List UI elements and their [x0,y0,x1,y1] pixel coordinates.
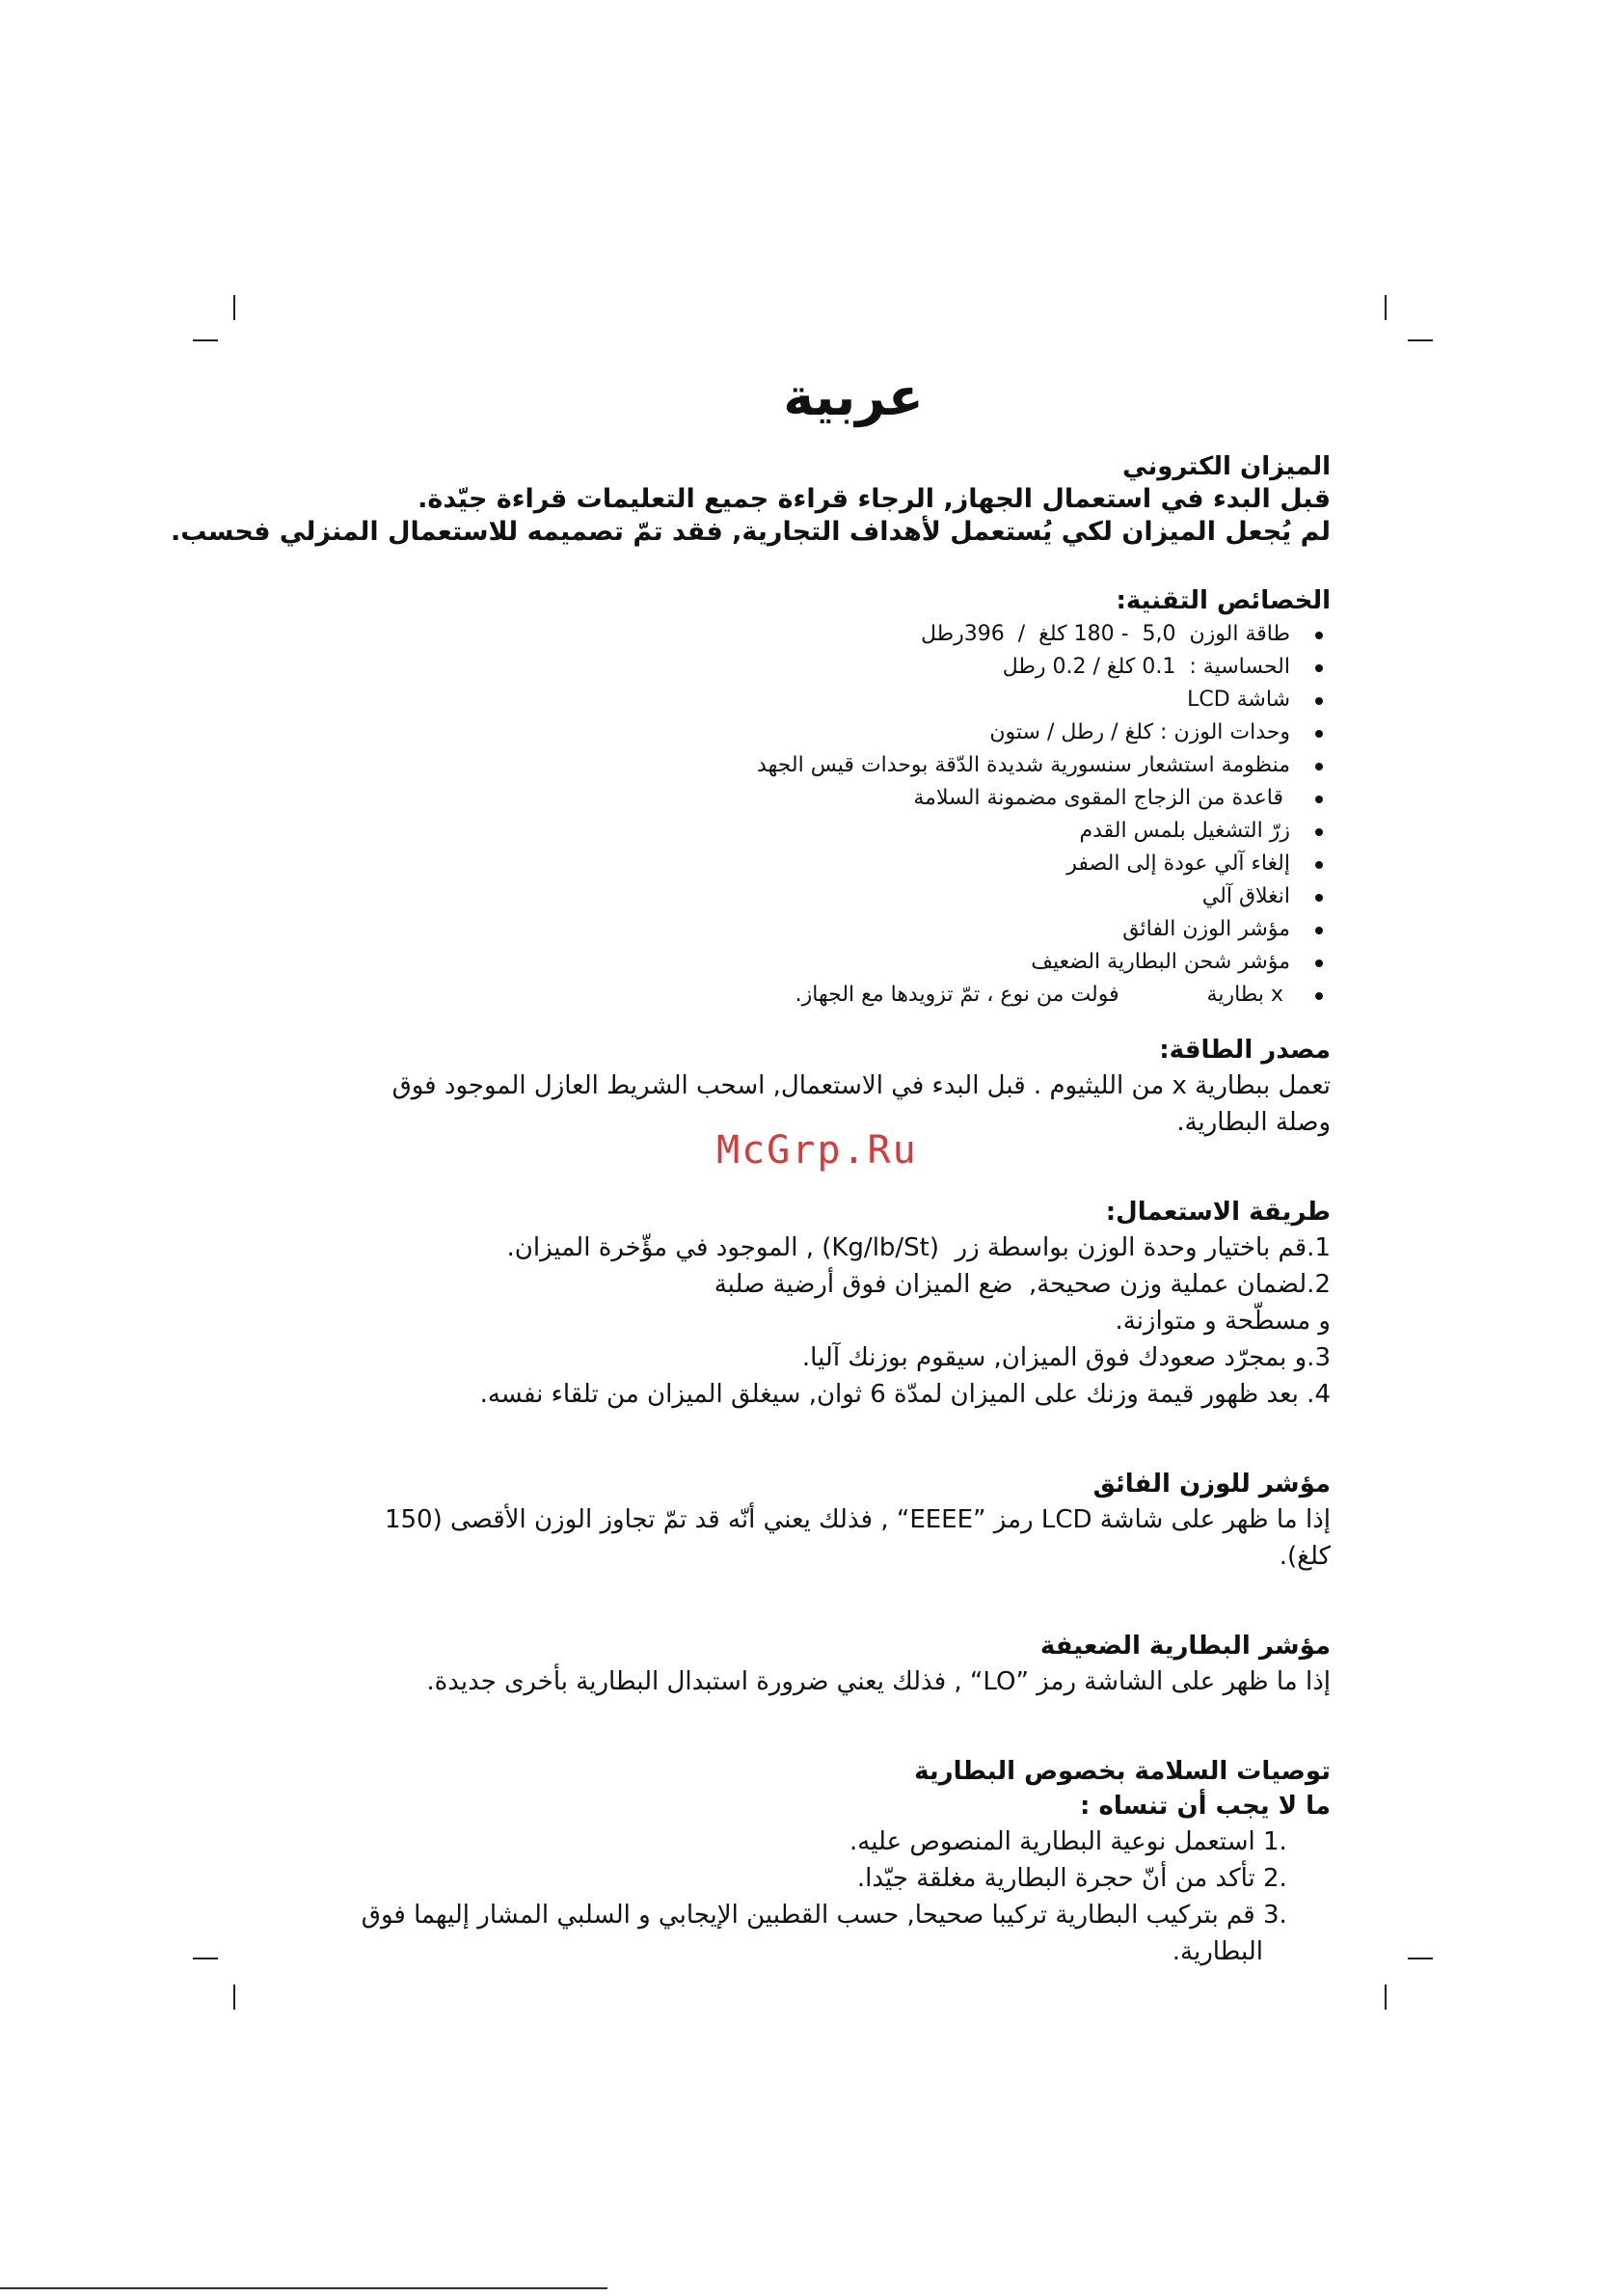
crop-mark-top-left-v [233,295,235,320]
overload-section [222,1467,1331,1575]
overload-heading: مؤشر للوزن الفائق [1092,1470,1331,1499]
safety-item-text: تأكد من أنّ حجرة البطارية مغلقة جيّدا. [856,1864,1255,1893]
crop-mark-bottom-left-h [193,1958,218,1959]
overload-line-1: إذا ما ظهر على شاشة LCD رمز ”EEEE“ , فذلك يعني أنّه قد تمّ تجاوز الوزن الأقصى (150 [384,1505,1331,1534]
crop-mark-top-right-v [1385,295,1387,320]
safety-item-text: استعمل نوعية البطارية المنصوص عليه. [849,1827,1255,1856]
list-item: وحدات الوزن : كلغ / رطل / ستون [222,716,1331,749]
usage-step: 2.لضمان عملية وزن صحيحة, ضع الميزان فوق أرضية صلبة [714,1270,1331,1299]
manual-page [171,366,1331,1970]
safety-section [222,1754,1331,1970]
usage-step: 3.و بمجرّد صعودك فوق الميزان, سيقوم بوزنك آليا. [801,1343,1331,1372]
page-title: عربية [783,366,924,427]
power-heading: مصدر الطاقة: [1159,1036,1331,1065]
intro-section [171,450,1331,549]
usage-step: 4. بعد ظهور قيمة وزنك على الميزان لمدّة 6 ثوان, سيغلق الميزان من تلقاء نفسه. [479,1380,1331,1409]
safety-item-3-continuation: البطارية. [1172,1937,1263,1966]
usage-step: و مسطّحة و متوازنة. [1115,1307,1331,1336]
list-item: منظومة استشعار سنسورية شديدة الدّقة بوحدات قيس الجهد [222,749,1331,782]
intro-line-2: لم يُجعل الميزان لكي يُستعمل لأهداف التجارية, فقد تمّ تصميمه للاستعمال المنزلي فحسب. [171,517,1331,547]
usage-heading: طريقة الاستعمال: [1105,1198,1331,1227]
safety-item [222,1823,1331,1860]
list-item: الحساسية : 0.1 كلغ / 0.2 رطل [222,651,1331,684]
lowbat-heading: مؤشر البطارية الضعيفة [1039,1632,1331,1661]
power-line-2: وصلة البطارية. [1176,1108,1331,1137]
list-item: مؤشر الوزن الفائق [222,913,1331,946]
list-item: قاعدة من الزجاج المقوى مضمونة السلامة [222,782,1331,815]
crop-mark-bottom-left-v [233,1985,235,2010]
crop-mark-bottom-right-h [1408,1958,1433,1959]
safety-item-continuation [222,1933,1331,1970]
safety-item-number: 2. [1263,1864,1287,1893]
crop-mark-top-right-h [1408,339,1433,341]
crop-mark-bottom-right-v [1385,1985,1387,2010]
list-item: زرّ التشغيل بلمس القدم [222,815,1331,848]
intro-heading: الميزان الكتروني [1122,452,1331,481]
safety-item-number: 3. [1263,1901,1287,1930]
safety-item [222,1860,1331,1897]
safety-item [222,1897,1331,1933]
usage-section [222,1195,1331,1413]
overload-line-2: كلغ). [1279,1542,1331,1571]
lowbat-section [222,1629,1331,1700]
intro-line-1: قبل البدء في استعمال الجهاز, الرجاء قراءة جميع التعليمات قراءة جيّدة. [418,484,1331,514]
specs-heading: الخصائص التقنية: [1116,586,1331,615]
specs-section [222,583,1331,1012]
list-item: طاقة الوزن 5,0 - 180 كلغ / 396رطل [222,618,1331,651]
usage-step: 1.قم باختيار وحدة الوزن بواسطة زر (Kg/lb/St) , الموجود في مؤّخرة الميزان. [506,1233,1331,1262]
watermark-link[interactable]: McGrp.Ru [716,1128,918,1173]
crop-mark-top-left-h [193,339,218,341]
power-line-1: تعمل ببطارية x من الليثيوم . قبل البدء في الاستعمال, اسحب الشريط العازل الموجود فوق [391,1071,1331,1100]
list-item: مؤشر شحن البطارية الضعيف [222,946,1331,979]
list-item: انغلاق آلي [222,880,1331,913]
safety-item-text: قم بتركيب البطارية تركيبا صحيحا, حسب القطبين الإيجابي و السلبي المشار إليهما فوق [361,1901,1255,1930]
safety-heading: توصيات السلامة بخصوص البطارية [914,1757,1331,1786]
safety-item-number: 1. [1263,1827,1287,1856]
power-section [222,1033,1331,1141]
lowbat-line-1: إذا ما ظهر على الشاشة رمز ”LO“ , فذلك يعني ضرورة استبدال البطارية بأخرى جديدة. [426,1667,1331,1696]
list-item: إلغاء آلي عودة إلى الصفر [222,848,1331,880]
list-item: x بطارية فولت من نوع ، تمّ تزويدها مع الجهاز. [222,979,1331,1012]
specs-list [222,618,1331,1012]
bottom-rule [0,2287,607,2289]
safety-subheading: ما لا يجب أن تنساه : [1080,1792,1331,1821]
list-item: شاشة LCD [222,684,1331,716]
